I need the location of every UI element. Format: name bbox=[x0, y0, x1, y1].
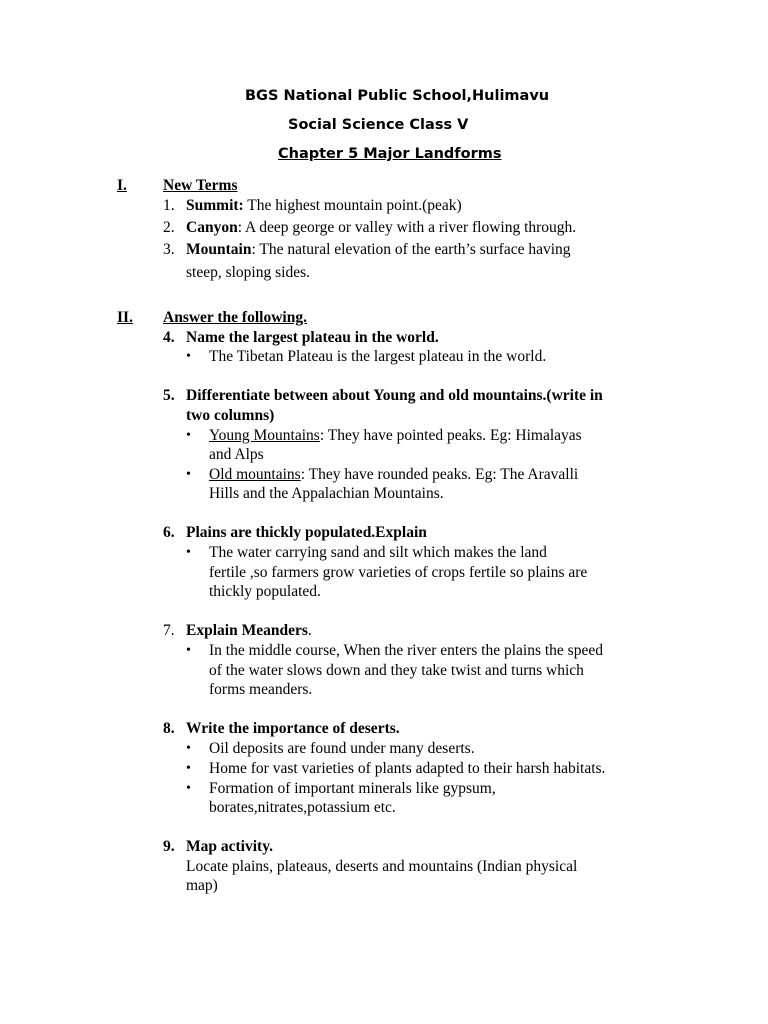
subject-title: Social Science Class V bbox=[288, 117, 469, 133]
term-3-definition-cont: steep, sloping sides. bbox=[186, 264, 310, 281]
q4-question: Name the largest plateau in the world. bbox=[186, 329, 439, 346]
q5-young-mountains bbox=[209, 426, 582, 446]
q9-question: Map activity. bbox=[186, 838, 273, 855]
q8-answer-2: Home for vast varieties of plants adapted to their harsh habitats. bbox=[209, 760, 606, 777]
term-2-definition: : A deep georgе or valley with a river flowing through. bbox=[237, 219, 577, 236]
q6-answer-line: fertile ,so farmers grow varieties of crops fertile so plains are bbox=[209, 564, 588, 581]
bullet-icon: • bbox=[186, 741, 191, 756]
term-3-label: Mountain bbox=[186, 241, 252, 258]
q6-answer-line: The water carrying sand and silt which makes the land bbox=[209, 544, 547, 561]
q5-question-cont: two columns) bbox=[186, 407, 275, 424]
q7-answer-line: In the middle course, When the river enters the plains the speed bbox=[209, 642, 603, 659]
term-3 bbox=[186, 240, 571, 260]
q8-number: 8. bbox=[163, 720, 175, 737]
term-3-number: 3. bbox=[163, 241, 175, 258]
q9-instruction-cont: map) bbox=[186, 877, 218, 894]
old-mountains-desc-cont: Hills and the Appalachian Mountains. bbox=[209, 485, 444, 502]
q7-question-line bbox=[186, 621, 312, 641]
q7-answer-line: of the water slows down and they take twist and turns which bbox=[209, 662, 584, 679]
q4-answer: The Tibetan Plateau is the largest plateau in the world. bbox=[209, 348, 547, 365]
q6-answer-line: thickly populated. bbox=[209, 583, 321, 600]
term-2-number: 2. bbox=[163, 219, 175, 236]
q7-question: Explain Meanders bbox=[186, 622, 308, 639]
bullet-icon: • bbox=[186, 781, 191, 796]
q5-number: 5. bbox=[163, 387, 175, 404]
section-2-numeral: II. bbox=[117, 309, 133, 326]
q8-answer-1: Oil deposits are found under many deserts. bbox=[209, 740, 475, 757]
old-mountains-desc: : They have rounded peaks. Eg: The Aravalli bbox=[300, 466, 579, 483]
bullet-icon: • bbox=[186, 761, 191, 776]
q7-answer-line: forms meanders. bbox=[209, 681, 313, 698]
q6-number: 6. bbox=[163, 524, 175, 541]
term-2-label: Canyon bbox=[186, 219, 238, 236]
bullet-icon: • bbox=[186, 349, 191, 364]
term-1-label: Summit: bbox=[186, 197, 244, 214]
term-3-definition: : The natural elevation of the earth’s surface having bbox=[251, 241, 571, 258]
bullet-icon: • bbox=[186, 428, 191, 443]
q9-instruction: Locate plains, plateaus, deserts and mountains (Indian physical bbox=[186, 858, 578, 875]
q9-number: 9. bbox=[163, 838, 175, 855]
q5-question: Differentiate between about Young and old mountains.(write in bbox=[186, 387, 603, 404]
q8-answer-3: Formation of important minerals like gypsum, bbox=[209, 780, 496, 797]
old-mountains-term: Old mountains bbox=[209, 466, 301, 483]
young-mountains-desc: : They have pointed peaks. Eg: Himalayas bbox=[319, 427, 582, 444]
school-name: BGS National Public School,Hulimavu bbox=[245, 88, 550, 104]
young-mountains-desc-cont: and Alps bbox=[209, 446, 264, 463]
term-1-number: 1. bbox=[163, 197, 175, 214]
q8-question: Write the importance of deserts. bbox=[186, 720, 400, 737]
bullet-icon: • bbox=[186, 467, 191, 482]
section-2-title: Answer the following. bbox=[163, 309, 307, 326]
q8-answer-3-cont: borates,nitrates,potassium etc. bbox=[209, 799, 396, 816]
term-2 bbox=[186, 218, 576, 238]
term-1 bbox=[186, 196, 462, 216]
bullet-icon: • bbox=[186, 643, 191, 658]
section-1-numeral: I. bbox=[117, 177, 127, 194]
q4-number: 4. bbox=[163, 329, 175, 346]
q6-question: Plains are thickly populated.Explain bbox=[186, 524, 427, 541]
q7-period: . bbox=[307, 622, 312, 639]
term-1-definition: The highest mountain point.(peak) bbox=[243, 197, 462, 214]
chapter-title: Chapter 5 Major Landforms bbox=[278, 146, 502, 162]
section-1-title: New Terms bbox=[163, 177, 238, 194]
young-mountains-term: Young Mountains bbox=[209, 427, 320, 444]
q7-number: 7. bbox=[163, 622, 175, 639]
bullet-icon: • bbox=[186, 545, 191, 560]
q5-old-mountains bbox=[209, 465, 578, 485]
